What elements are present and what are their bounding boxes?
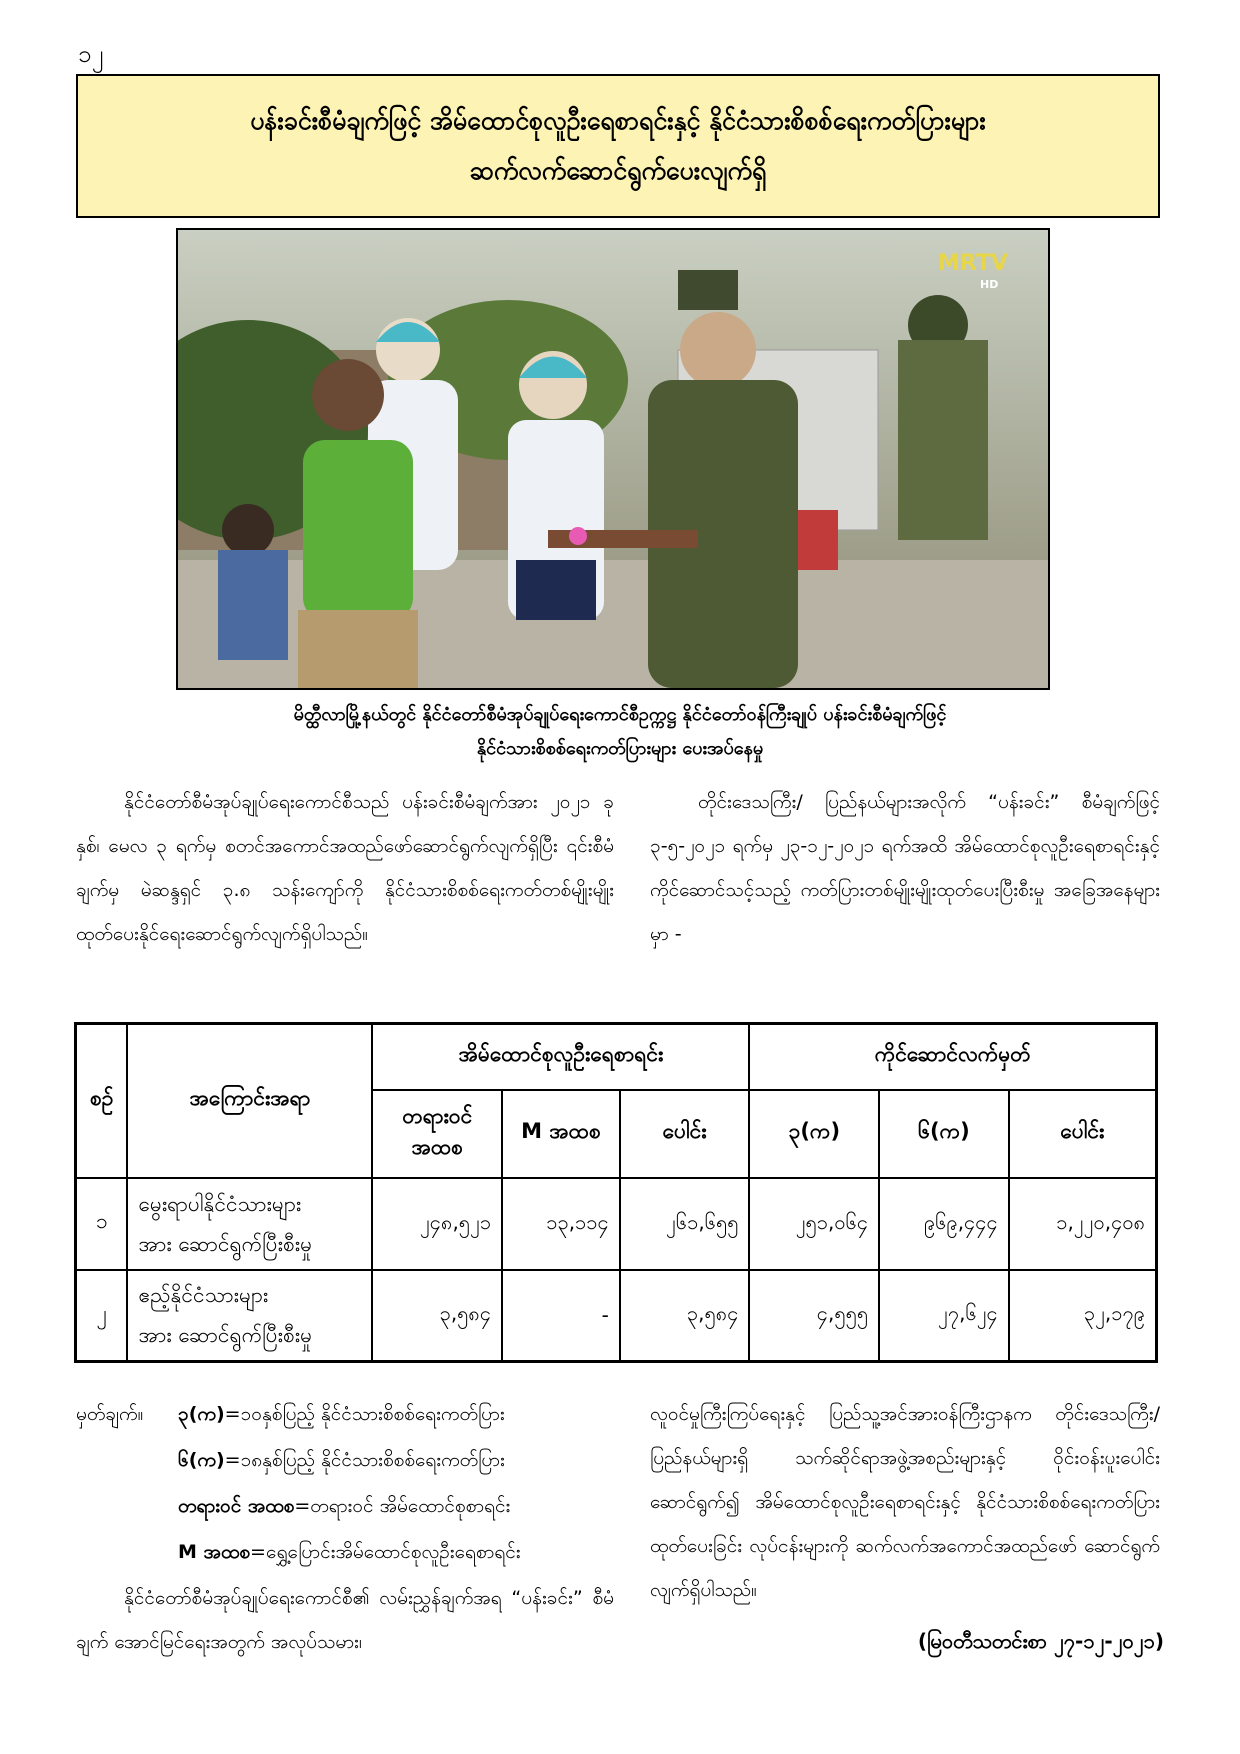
note-key: တရားဝင် အထစ xyxy=(178,1495,295,1517)
note-text: =၁၈နှစ်ပြည့် နိုင်ငံသားစိစစ်ရေးကတ်ပြား xyxy=(224,1449,505,1471)
note-heading: မှတ်ချက်။ xyxy=(76,1403,144,1425)
caption-line-1: မိတ္ထီလာမြို့နယ်တွင် နိုင်ငံတော်စီမံအုပ်ချုပ်ရေးကောင်စီဥက္ကဋ္ဌ နိုင်ငံတော်ဝန်ကြီးချုပ် ပန်းခင်းစီမံချက်ဖြင့် xyxy=(293,704,947,725)
cell-card-10: ၄,၅၅၅ xyxy=(749,1270,879,1362)
row-subject-line: မွေးရာပါနိုင်ငံသားများ xyxy=(138,1191,302,1216)
photo-caption xyxy=(120,698,1120,766)
intro-right-paragraph: တိုင်းဒေသကြီး/ ပြည်နယ်များအလိုက် “ပန်းခင်း” စီမံချက်ဖြင့် ၃-၅-၂၀၂၁ ရက်မှ ၂၃-၁၂-၂၀၂၁ ရက်အထိ အိမ်ထောင်စုလူဦးရေစာရင်းနှင့် ကိုင်ဆောင်သင့်သည့် ကတ်ပြားတစ်မျိုးမျိုးထုတ်ပေးပြီးစီးမှု အခြေအနေများမှာ - xyxy=(650,791,1160,945)
header-card-total: ပေါင်း xyxy=(1009,1090,1157,1178)
note-key: ၆(က) xyxy=(178,1449,225,1471)
news-photo xyxy=(176,228,1050,690)
header-card-18: ၆(က) xyxy=(879,1090,1009,1178)
header-household-group: အိမ်ထောင်စုလူဦးရေစာရင်း xyxy=(372,1024,749,1090)
cell-card-total: ၁,၂၂၀,၄၀၈ xyxy=(1009,1178,1157,1270)
table-header-row-1 xyxy=(76,1024,1157,1090)
intro-left-paragraph: နိုင်ငံတော်စီမံအုပ်ချုပ်ရေးကောင်စီသည် ပန်းခင်းစီမံချက်အား ၂၀၂၁ ခုနှစ်၊ မေလ ၃ ရက်မှ စတင်အကောင်အထည်ဖော်ဆောင်ရွက်လျက်ရှိပြီး ၎င်းစီမံချက်မှ မဲဆန္ဒရှင် ၃.၈ သန်းကျော်ကို နိုင်ငံသားစိစစ်ရေးကတ်တစ်မျိုးမျိုး ထုတ်ပေးနိုင်ရေးဆောင်ရွက်လျက်ရှိပါသည်။ xyxy=(76,791,614,945)
statistics-table xyxy=(74,1022,1158,1363)
photo-watermark: MRTV xyxy=(938,251,1008,276)
cell-legal-household: ၃,၅၈၄ xyxy=(372,1270,502,1362)
intro-left-column xyxy=(76,780,614,956)
headline-line-2: ဆက်လက်ဆောင်ရွက်ပေးလျက်ရှိ xyxy=(469,156,767,185)
cell-household-total: ၃,၅၈၄ xyxy=(620,1270,750,1362)
cell-card-18: ၂၇,၆၂၄ xyxy=(879,1270,1009,1362)
note-key: ၃(က) xyxy=(178,1403,225,1425)
row-number: ၁ xyxy=(76,1178,128,1270)
note-item xyxy=(178,1530,521,1574)
closing-left-column xyxy=(76,1576,614,1664)
note-item xyxy=(178,1484,510,1528)
note-text: =တရားဝင် အိမ်ထောင်စုစာရင်း xyxy=(294,1495,511,1517)
row-subject-line: အား ဆောင်ရွက်ပြီးစီးမှု xyxy=(138,1323,313,1348)
closing-left-paragraph: နိုင်ငံတော်စီမံအုပ်ချုပ်ရေးကောင်စီ၏ လမ်းညွှန်ချက်အရ “ပန်းခင်း” စီမံချက် အောင်မြင်ရေးအတွက် အလုပ်သမား၊ xyxy=(76,1587,614,1653)
cell-card-10: ၂၅၁,၀၆၄ xyxy=(749,1178,879,1270)
cell-household-total: ၂၆၁,၆၅၅ xyxy=(620,1178,750,1270)
headline-box xyxy=(76,74,1160,218)
header-household-total: ပေါင်း xyxy=(620,1090,750,1178)
row-subject xyxy=(127,1270,372,1362)
table-row xyxy=(76,1270,1157,1362)
intro-right-column xyxy=(650,780,1160,956)
row-subject xyxy=(127,1178,372,1270)
header-card-10: ၃(က) xyxy=(749,1090,879,1178)
header-card-group: ကိုင်ဆောင်လက်မှတ် xyxy=(749,1024,1156,1090)
row-subject-line: ဧည့်နိုင်ငံသားများ xyxy=(138,1283,269,1308)
page-number: ၁၂ xyxy=(78,40,104,68)
cell-card-18: ၉၆၉,၄၄၄ xyxy=(879,1178,1009,1270)
note-key: M အထစ xyxy=(178,1541,251,1563)
header-no: စဉ် xyxy=(76,1024,128,1178)
note-item xyxy=(178,1392,505,1436)
news-photo-illustration xyxy=(178,230,1048,688)
note-item xyxy=(178,1438,505,1482)
cell-card-total: ၃၂,၁၇၉ xyxy=(1009,1270,1157,1362)
caption-line-2: နိုင်ငံသားစိစစ်ရေးကတ်ပြားများ ပေးအပ်နေမှု xyxy=(476,738,764,759)
headline-line-1: ပန်းခင်းစီမံချက်ဖြင့် အိမ်ထောင်စုလူဦးရေစာရင်းနှင့် နိုင်ငံသားစိစစ်ရေးကတ်ပြားများ xyxy=(250,106,986,135)
table-row xyxy=(76,1178,1157,1270)
note-text: =၁၀နှစ်ပြည့် နိုင်ငံသားစိစစ်ရေးကတ်ပြား xyxy=(224,1403,505,1425)
header-subject: အကြောင်းအရာ xyxy=(127,1024,372,1178)
cell-m-household: - xyxy=(502,1270,620,1362)
photo-watermark-sub: HD xyxy=(980,278,999,291)
closing-right-paragraph: လူဝင်မှုကြီးကြပ်ရေးနှင့် ပြည်သူ့အင်အားဝန်ကြီးဌာနက တိုင်းဒေသကြီး/ ပြည်နယ်များရှိ သက်ဆိုင်ရာအဖွဲ့အစည်းများနှင့် ဝိုင်းဝန်းပူးပေါင်းဆောင်ရွက်၍ အိမ်ထောင်စုလူဦးရေစာရင်းနှင့် နိုင်ငံသားစိစစ်ရေးကတ်ပြားထုတ်ပေးခြင်း လုပ်ငန်းများကို ဆက်လက်အကောင်အထည်ဖော် ဆောင်ရွက်လျက်ရှိပါသည်။ xyxy=(650,1403,1160,1601)
closing-right-column xyxy=(650,1392,1160,1612)
header-legal-household: တရားဝင် အထစ xyxy=(372,1090,502,1178)
source-citation: (မြဝတီသတင်းစာ ၂၇-၁၂-၂၀၂၁) xyxy=(917,1629,1164,1653)
header-m-household: M အထစ xyxy=(502,1090,620,1178)
row-number: ၂ xyxy=(76,1270,128,1362)
note-text: =ရွှေ့ပြောင်းအိမ်ထောင်စုလူဦးရေစာရင်း xyxy=(250,1541,521,1563)
row-subject-line: အား ဆောင်ရွက်ပြီးစီးမှု xyxy=(138,1231,313,1256)
cell-m-household: ၁၃,၁၁၄ xyxy=(502,1178,620,1270)
cell-legal-household: ၂၄၈,၅၂၁ xyxy=(372,1178,502,1270)
